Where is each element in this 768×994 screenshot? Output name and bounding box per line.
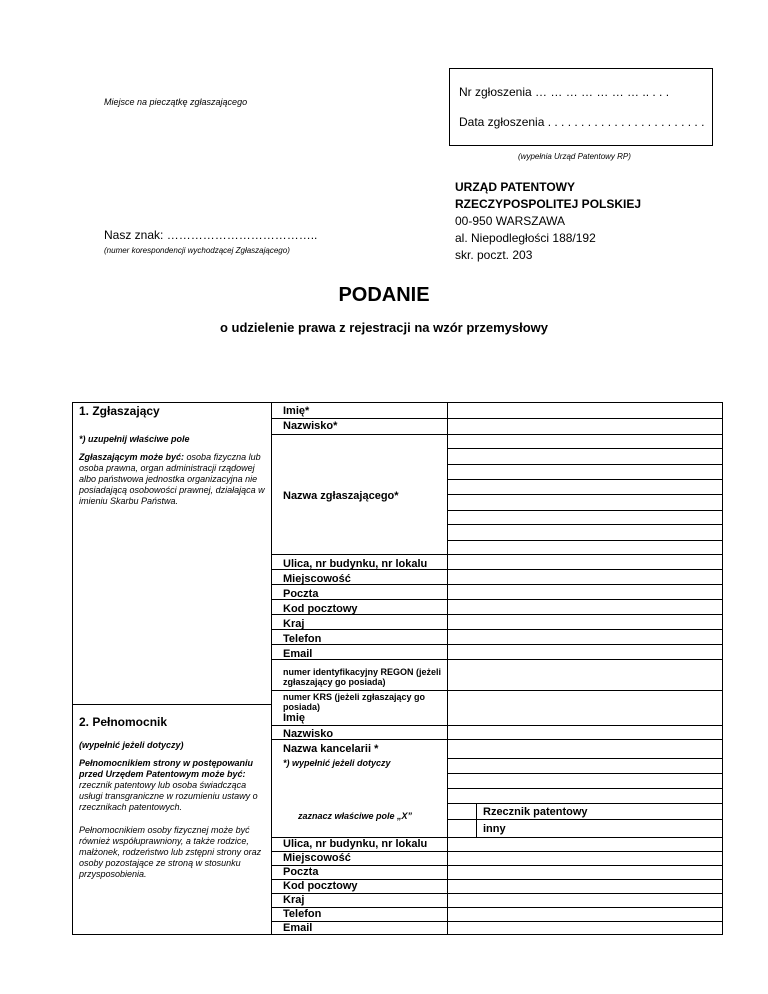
applicant-street-label: Ulica, nr budynku, nr lokalu (283, 558, 428, 570)
applicant-first-name-label: Imię* (283, 405, 310, 417)
office-registration-box (449, 68, 713, 146)
section-attorney-heading: 2. Pełnomocnik (79, 715, 168, 729)
applicant-post-label: Poczta (283, 588, 319, 600)
applicant-note: *) uzupełnij właściwe pole (79, 434, 190, 444)
option-patent-attorney[interactable]: Rzecznik patentowy (483, 806, 588, 818)
attorney-country-label: Kraj (283, 894, 305, 906)
attorney-office-note: *) wypełnić jeżeli dotyczy (283, 758, 391, 768)
attorney-email-label: Email (283, 922, 313, 934)
office-line-2: RZECZYPOSPOLITEJ POLSKIEJ (455, 197, 642, 211)
page-title: PODANIE (338, 284, 430, 306)
applicant-description (79, 452, 265, 507)
attorney-office-name-label: Nazwa kancelarii * (283, 743, 379, 755)
option-other[interactable]: inny (483, 823, 506, 835)
applicant-regon-label: numer identyfikacyjny REGON (jeżeli zgłaszający go posiada) (283, 667, 442, 687)
page-subtitle: o udzielenie prawa z rejestracji na wzór przemysłowy (219, 320, 548, 335)
application-date-field[interactable]: Data zgłoszenia . . . . . . . . . . . . . . . . . . . . . . . . (459, 115, 705, 129)
applicant-email-label: Email (283, 648, 313, 660)
application-form-table (72, 402, 723, 935)
attorney-description-2: Pełnomocnikiem osoby fizycznej może być również współuprawniony, a także rodzice, małżonek, rodzeństwo lub zstępni strony oraz osoby pozostające ze stroną w stosunku przysposobienia. (79, 825, 262, 879)
attorney-description-text: rzecznik patentowy lub osoba świadcząca usługi transgraniczne w rozumieniu ustawy o rzecznikach patentowych. (79, 780, 258, 812)
office-line-4: al. Niepodległości 188/192 (455, 231, 596, 245)
applicant-krs-label: numer KRS (jeżeli zgłaszający go posiada) (283, 692, 426, 712)
applicant-last-name-label: Nazwisko* (283, 420, 338, 432)
office-fill-note: (wypełnia Urząd Patentowy RP) (518, 152, 631, 161)
attorney-last-name-label: Nazwisko (283, 728, 334, 740)
attorney-note: (wypełnić jeżeli dotyczy) (79, 740, 184, 750)
attorney-description-bold: Pełnomocnikiem strony w postępowaniu przed Urzędem Patentowym może być: (79, 758, 254, 779)
attorney-description (79, 758, 265, 813)
office-line-3: 00-950 WARSZAWA (455, 214, 566, 228)
applicant-postal-code-label: Kod pocztowy (283, 603, 358, 615)
our-reference-field[interactable]: Nasz znak: ……………………………….. (104, 228, 318, 242)
attorney-street-label: Ulica, nr budynku, nr lokalu (283, 838, 428, 850)
office-line-5: skr. poczt. 203 (455, 248, 533, 262)
attorney-postal-code-label: Kod pocztowy (283, 880, 358, 892)
attorney-phone-label: Telefon (283, 908, 322, 920)
applicant-company-label: Nazwa zgłaszającego* (283, 490, 399, 502)
application-number-field[interactable]: Nr zgłoszenia … … … … … … … .. . . . (459, 85, 670, 99)
applicant-city-label: Miejscowość (283, 573, 351, 585)
mark-with-x-note: zaznacz właściwe pole „X” (298, 811, 413, 821)
attorney-first-name-label: Imię (283, 712, 306, 724)
applicant-country-label: Kraj (283, 618, 305, 630)
section-applicant-heading: 1. Zgłaszający (79, 404, 160, 418)
patent-office-address (455, 179, 641, 264)
applicant-description-text: osoba fizyczna lub osoba prawna, organ administracji rządowej albo państwowa jednostka organizacyjna nie posiadającą osobowości prawnej, działająca w imieniu Skarbu Państwa. (79, 452, 265, 506)
applicant-description-bold: Zgłaszającym może być: (79, 452, 185, 462)
our-reference-note: (numer korespondencji wychodzącej Zgłaszającego) (104, 246, 290, 255)
office-line-1: URZĄD PATENTOWY (455, 180, 575, 194)
stamp-place-label: Miejsce na pieczątkę zgłaszającego (104, 97, 248, 107)
attorney-post-label: Poczta (283, 866, 319, 878)
applicant-phone-label: Telefon (283, 633, 322, 645)
attorney-city-label: Miejscowość (283, 852, 351, 864)
